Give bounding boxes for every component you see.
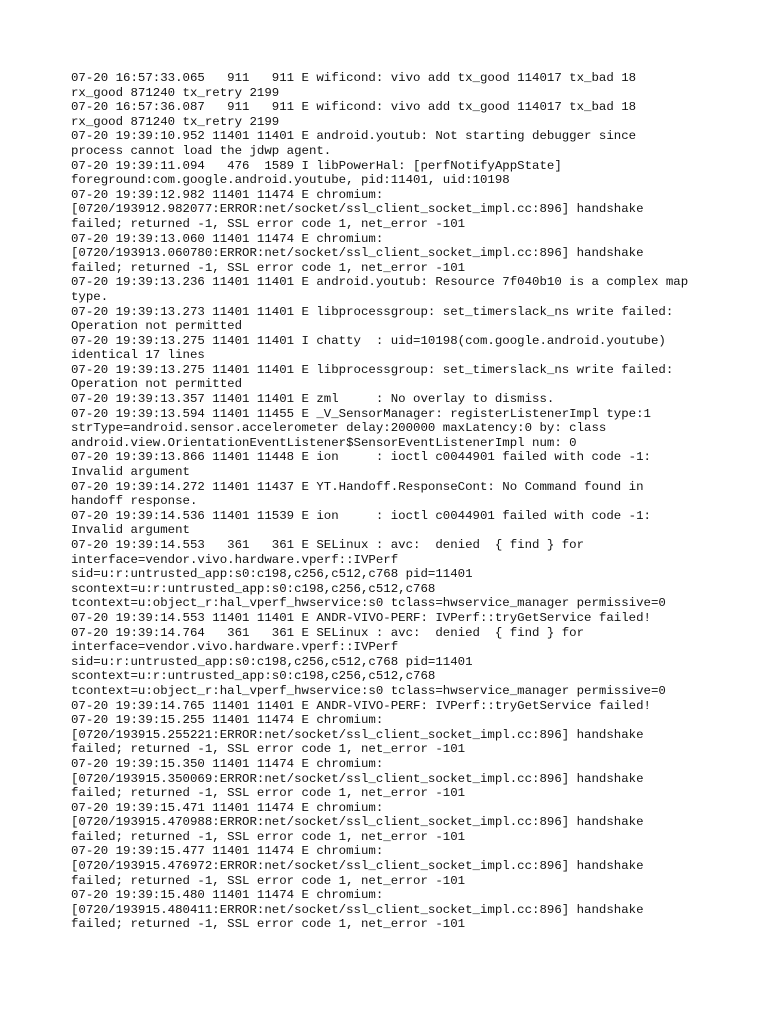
- log-line: 07-20 19:39:10.952 11401 11401 E android.youtub: Not starting debugger since: [71, 129, 637, 144]
- log-line: 07-20 19:39:13.866 11401 11448 E ion : ioctl c0044901 failed with code -1:: [71, 450, 651, 465]
- log-line: failed; returned -1, SSL error code 1, net_error -101: [71, 873, 466, 888]
- log-line: 07-20 19:39:11.094 476 1589 I libPowerHal: [perfNotifyAppState]: [71, 158, 562, 173]
- log-line: failed; returned -1, SSL error code 1, net_error -101: [71, 216, 466, 231]
- log-line: 07-20 19:39:14.765 11401 11401 E ANDR-VIVO-PERF: IVPerf::tryGetService failed!: [71, 698, 651, 713]
- log-line: android.view.OrientationEventListener$SensorEventListenerImpl num: 0: [71, 435, 577, 450]
- log-line: 07-20 19:39:13.357 11401 11401 E zml : No overlay to dismiss.: [71, 392, 555, 407]
- log-line: Invalid argument: [71, 465, 190, 480]
- log-line: interface=vendor.vivo.hardware.vperf::IVPerf: [71, 640, 399, 655]
- log-line: tcontext=u:object_r:hal_vperf_hwservice:s0 tclass=hwservice_manager permissive=0: [71, 683, 666, 698]
- log-line: 07-20 19:39:12.982 11401 11474 E chromium:: [71, 187, 384, 202]
- log-line: [0720/193915.470988:ERROR:net/socket/ssl_client_socket_impl.cc:896] handshake: [71, 815, 644, 830]
- log-line: 07-20 19:39:15.350 11401 11474 E chromium:: [71, 756, 384, 771]
- log-line: 07-20 19:39:13.273 11401 11401 E libprocessgroup: set_timerslack_ns write failed:: [71, 304, 674, 319]
- log-line: 07-20 19:39:14.553 11401 11401 E ANDR-VIVO-PERF: IVPerf::tryGetService failed!: [71, 610, 651, 625]
- log-line: 07-20 19:39:15.255 11401 11474 E chromium:: [71, 713, 384, 728]
- log-line: strType=android.sensor.accelerometer delay:200000 maxLatency:0 by: class: [71, 421, 607, 436]
- log-line: 07-20 19:39:15.480 11401 11474 E chromium:: [71, 888, 384, 903]
- log-line: 07-20 19:39:14.272 11401 11437 E YT.Handoff.ResponseCont: No Command found in: [71, 479, 644, 494]
- log-line: 07-20 19:39:13.275 11401 11401 I chatty : uid=10198(com.google.android.youtube): [71, 333, 666, 348]
- log-line: 07-20 19:39:14.553 361 361 E SELinux : avc: denied { find } for: [71, 538, 585, 552]
- log-line: failed; returned -1, SSL error code 1, net_error -101: [71, 786, 466, 801]
- log-line: type.: [71, 289, 109, 304]
- log-line: [0720/193915.255221:ERROR:net/socket/ssl_client_socket_impl.cc:896] handshake: [71, 727, 644, 742]
- log-line: failed; returned -1, SSL error code 1, net_error -101: [71, 260, 466, 275]
- log-line: sid=u:r:untrusted_app:s0:c198,c256,c512,c768 pid=11401: [71, 654, 473, 669]
- log-line: 07-20 19:39:13.236 11401 11401 E android.youtub: Resource 7f040b10 is a complex map: [71, 275, 689, 290]
- log-line: sid=u:r:untrusted_app:s0:c198,c256,c512,c768 pid=11401: [71, 567, 473, 582]
- log-line: Operation not permitted: [71, 319, 243, 334]
- log-line: 07-20 19:39:13.594 11401 11455 E _V_SensorManager: registerListenerImpl type:1: [71, 406, 651, 421]
- log-line: [0720/193915.476972:ERROR:net/socket/ssl_client_socket_impl.cc:896] handshake: [71, 859, 644, 874]
- log-line: handoff response.: [71, 494, 198, 509]
- log-line: [0720/193915.480411:ERROR:net/socket/ssl_client_socket_impl.cc:896] handshake: [71, 902, 644, 917]
- log-line: 07-20 16:57:36.087 911 911 E wificond: vivo add tx_good 114017 tx_bad 18: [71, 100, 637, 115]
- log-line: [0720/193915.350069:ERROR:net/socket/ssl_client_socket_impl.cc:896] handshake: [71, 771, 644, 786]
- log-line: 07-20 16:57:33.065 911 911 E wificond: vivo add tx_good 114017 tx_bad 18: [71, 71, 637, 85]
- log-line: scontext=u:r:untrusted_app:s0:c198,c256,c512,c768: [71, 669, 436, 684]
- log-line: foreground:com.google.android.youtube, pid:11401, uid:10198: [71, 173, 510, 188]
- log-line: 07-20 19:39:15.471 11401 11474 E chromium:: [71, 800, 384, 815]
- log-line: tcontext=u:object_r:hal_vperf_hwservice:s0 tclass=hwservice_manager permissive=0: [71, 596, 666, 611]
- log-line: [0720/193912.982077:ERROR:net/socket/ssl_client_socket_impl.cc:896] handshake: [71, 202, 644, 217]
- log-line: rx_good 871240 tx_retry 2199: [71, 114, 280, 129]
- log-line: 07-20 19:39:14.536 11401 11539 E ion : ioctl c0044901 failed with code -1:: [71, 508, 651, 523]
- log-line: Invalid argument: [71, 523, 190, 538]
- log-line: 07-20 19:39:13.060 11401 11474 E chromium:: [71, 231, 384, 246]
- log-line: 07-20 19:39:15.477 11401 11474 E chromium:: [71, 844, 384, 859]
- log-line: [0720/193913.060780:ERROR:net/socket/ssl_client_socket_impl.cc:896] handshake: [71, 246, 644, 261]
- log-line: rx_good 871240 tx_retry 2199: [71, 85, 280, 100]
- log-line: Operation not permitted: [71, 377, 243, 392]
- log-document: [71, 71, 711, 932]
- log-line: process cannot load the jdwp agent.: [71, 143, 332, 158]
- log-line: 07-20 19:39:14.764 361 361 E SELinux : avc: denied { find } for: [71, 625, 585, 640]
- log-line: failed; returned -1, SSL error code 1, net_error -101: [71, 829, 466, 844]
- log-line: scontext=u:r:untrusted_app:s0:c198,c256,c512,c768: [71, 581, 436, 596]
- log-line: failed; returned -1, SSL error code 1, net_error -101: [71, 742, 466, 757]
- log-line: interface=vendor.vivo.hardware.vperf::IVPerf: [71, 552, 399, 567]
- log-line: 07-20 19:39:13.275 11401 11401 E libprocessgroup: set_timerslack_ns write failed:: [71, 362, 674, 377]
- log-line: identical 17 lines: [71, 348, 205, 363]
- log-line: failed; returned -1, SSL error code 1, net_error -101: [71, 917, 466, 932]
